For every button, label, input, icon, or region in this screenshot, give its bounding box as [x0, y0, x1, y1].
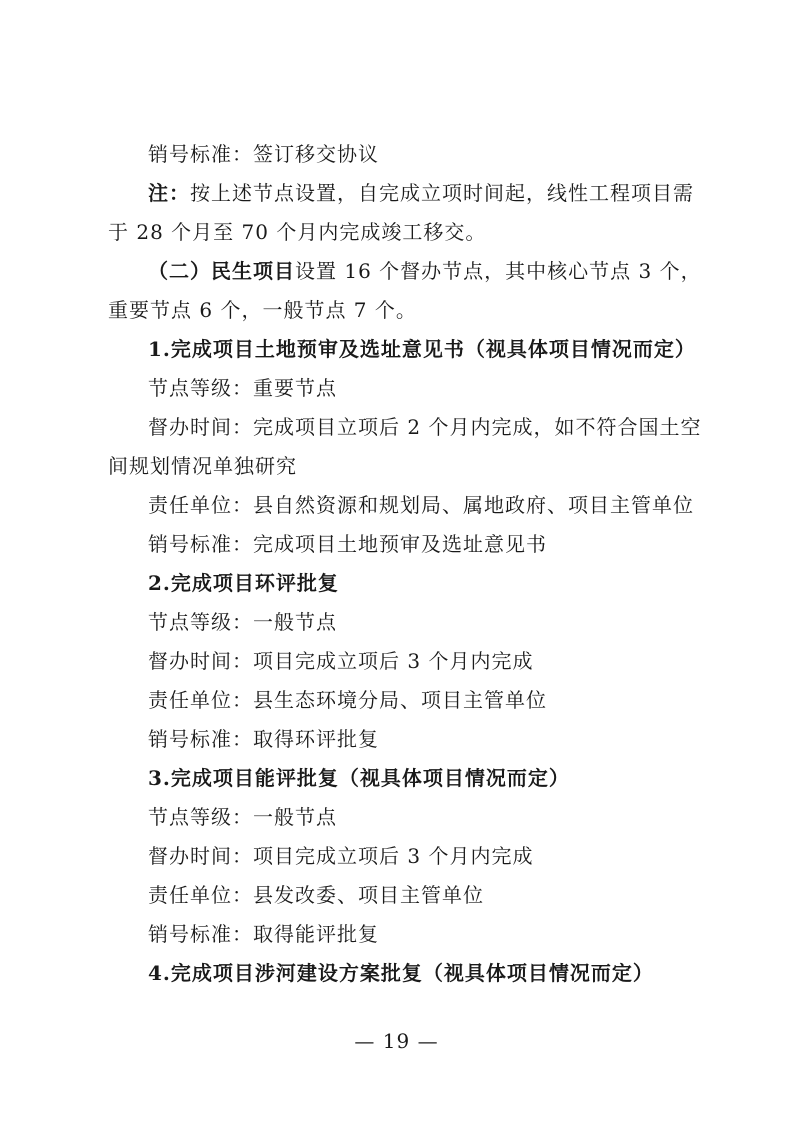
- paragraph-responsible-unit: 责任单位：县自然资源和规划局、属地政府、项目主管单位: [148, 493, 694, 517]
- paragraph-node-level: 节点等级：一般节点: [148, 610, 337, 634]
- paragraph-section-two-continued: 重要节点 6 个，一般节点 7 个。: [108, 298, 417, 322]
- section-two-text: 设置 16 个督办节点，其中核心节点 3 个，: [295, 259, 702, 283]
- paragraph-note: [0, 174, 793, 212]
- paragraph-cancel-standard: 销号标准：完成项目土地预审及选址意见书: [148, 532, 547, 556]
- page-number: — 19 —: [354, 1029, 439, 1053]
- paragraph-supervise-time: 督办时间：项目完成立项后 3 个月内完成: [148, 844, 534, 868]
- paragraph-cancel-standard: 销号标准：签订移交协议: [148, 142, 379, 166]
- paragraph-section-two: [0, 252, 793, 290]
- paragraph-supervise-time: 督办时间：完成项目立项后 2 个月内完成，如不符合国土空: [148, 415, 702, 439]
- section-two-label: （二）民生项目: [148, 259, 295, 283]
- paragraph-cancel-standard: 销号标准：取得能评批复: [148, 922, 379, 946]
- heading-item-4: 4.完成项目涉河建设方案批复（视具体项目情况而定）: [148, 961, 654, 985]
- heading-item-3: 3.完成项目能评批复（视具体项目情况而定）: [148, 766, 570, 790]
- paragraph-cancel-standard: 销号标准：取得环评批复: [148, 727, 379, 751]
- note-text: 按上述节点设置，自完成立项时间起，线性工程项目需: [190, 181, 694, 205]
- heading-item-1: 1.完成项目土地预审及选址意见书（视具体项目情况而定）: [148, 337, 696, 361]
- paragraph-node-level: 节点等级：重要节点: [148, 376, 337, 400]
- note-label: 注：: [148, 181, 190, 205]
- paragraph-node-level: 节点等级：一般节点: [148, 805, 337, 829]
- heading-item-2: 2.完成项目环评批复: [148, 571, 339, 595]
- paragraph-note-continued: 于 28 个月至 70 个月内完成竣工移交。: [108, 220, 487, 244]
- paragraph-responsible-unit: 责任单位：县发改委、项目主管单位: [148, 883, 484, 907]
- paragraph-supervise-time-continued: 间规划情况单独研究: [108, 454, 297, 478]
- paragraph-supervise-time: 督办时间：项目完成立项后 3 个月内完成: [148, 649, 534, 673]
- paragraph-responsible-unit: 责任单位：县生态环境分局、项目主管单位: [148, 688, 547, 712]
